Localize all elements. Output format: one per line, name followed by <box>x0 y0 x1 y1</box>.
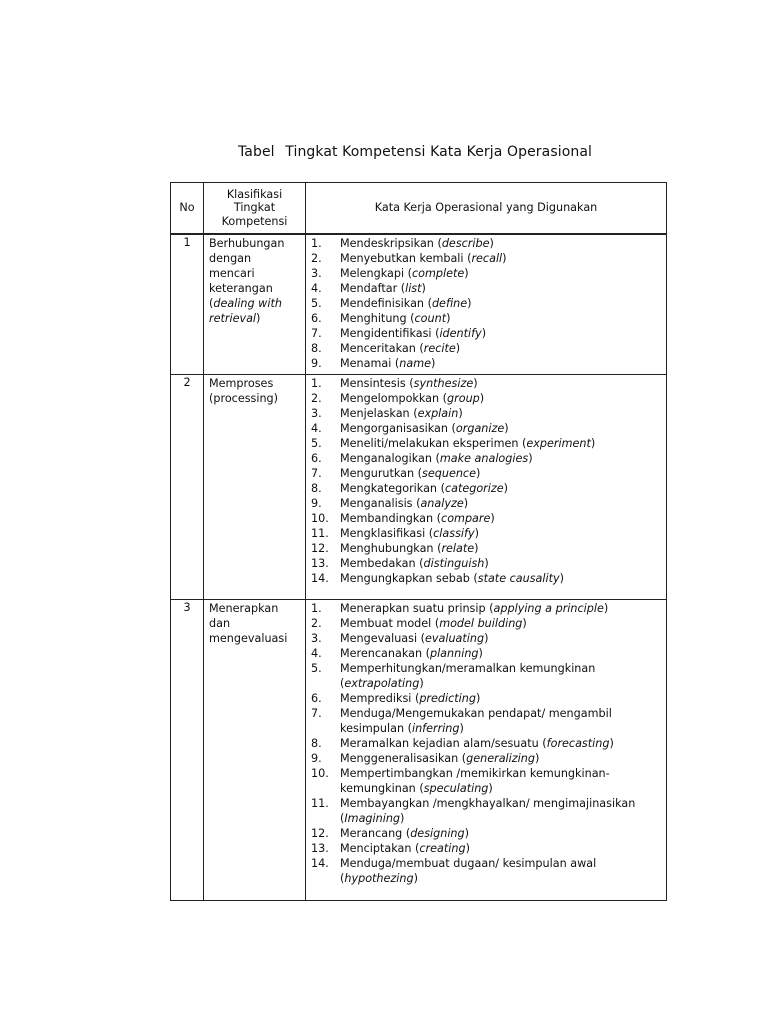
verb-item-text: Menghitung <box>340 312 407 325</box>
header-klasifikasi <box>204 183 306 235</box>
verb-item-text: Mendeskripsikan <box>340 237 434 250</box>
verb-item-text: Melengkapi <box>340 267 405 280</box>
verb-item: 12. Menghubungkan (relate) <box>311 542 479 555</box>
verb-item-text: Membuat model <box>340 617 432 630</box>
verb-item: 11. Mengklasifikasi (classify) <box>311 527 479 540</box>
header-klasifikasi-line: Klasifikasi <box>226 187 283 201</box>
verb-item-english: organize <box>455 422 505 435</box>
verb-item-text: Menyebutkan kembali <box>340 252 464 265</box>
verb-item-english: extrapolating <box>344 677 420 690</box>
verb-item: 9. Menggeneralisasikan (generalizing) <box>311 752 540 765</box>
verb-item-text: Mengidentifikasi <box>340 327 432 340</box>
classification-line: keterangan <box>209 282 273 295</box>
verb-item: 5. Memperhitungkan/meramalkan kemungkinan (extrapolating) <box>311 662 596 690</box>
header-klasifikasi-line: Kompetensi <box>221 214 288 228</box>
verb-item-number: 6. <box>311 692 322 705</box>
verb-item-english: hypothezing <box>344 872 414 885</box>
verb-item-text: Mengkategorikan <box>340 482 438 495</box>
verb-item-text: Memperhitungkan/meramalkan kemungkinan <box>340 662 596 675</box>
verb-item-number: 3. <box>311 407 322 420</box>
verb-item-text: Mengorganisasikan <box>340 422 448 435</box>
verb-item: 10. Membandingkan (compare) <box>311 512 495 525</box>
verb-item-text: Menduga/membuat dugaan/ kesimpulan awal <box>340 857 597 870</box>
verb-item-english: categorize <box>444 482 504 495</box>
row-classification <box>204 600 306 901</box>
verb-item-number: 10. <box>311 512 329 525</box>
verb-item-english: designing <box>410 827 465 840</box>
verb-item-english: classify <box>433 527 475 540</box>
classification-line: Berhubungan <box>209 237 285 250</box>
verb-item-number: 2. <box>311 252 322 265</box>
verb-item-text: Menceritakan <box>340 342 416 355</box>
verb-item-number: 1. <box>311 237 322 250</box>
table-row <box>171 375 667 600</box>
verb-item-number: 8. <box>311 482 322 495</box>
verb-item-number: 14. <box>311 857 329 870</box>
table-row <box>171 600 667 901</box>
verb-item-number: 11. <box>311 797 329 810</box>
verb-item-text: Memprediksi <box>340 692 412 705</box>
verb-item: 8. Mengkategorikan (categorize) <box>311 482 509 495</box>
verb-item-number: 9. <box>311 357 322 370</box>
verb-item-english: complete <box>412 267 465 280</box>
verb-item: 9. Menamai (name) <box>311 357 436 370</box>
classification-english: (dealing with retrieval) <box>209 297 282 325</box>
verb-item-english: synthesize <box>413 377 474 390</box>
verb-item-english: planning <box>429 647 479 660</box>
verb-item: 14. Menduga/membuat dugaan/ kesimpulan awal (hypothezing) <box>311 857 597 885</box>
verb-list <box>311 236 660 371</box>
verb-item: 4. Merencanakan (planning) <box>311 647 483 660</box>
verb-item-english: recall <box>471 252 503 265</box>
verb-item-number: 8. <box>311 737 322 750</box>
classification-line: (processing) <box>209 392 279 405</box>
verb-item-english: experiment <box>526 437 591 450</box>
verb-item-english: group <box>447 392 480 405</box>
verb-item: 1. Mendeskripsikan (describe) <box>311 237 494 250</box>
verb-item-english: state causality <box>477 572 560 585</box>
verb-item: 3. Menjelaskan (explain) <box>311 407 463 420</box>
verb-item-english: make analogies <box>439 452 529 465</box>
verb-item-english: explain <box>417 407 459 420</box>
verb-item-english: inferring <box>411 722 460 735</box>
verb-item-number: 1. <box>311 377 322 390</box>
verb-item-number: 5. <box>311 662 322 675</box>
header-kata-kerja: Kata Kerja Operasional yang Digunakan <box>306 183 667 235</box>
verb-item-text: Menamai <box>340 357 392 370</box>
verb-item-english: identify <box>439 327 482 340</box>
verb-item: 7. Mengidentifikasi (identify) <box>311 327 487 340</box>
verb-item: 6. Memprediksi (predicting) <box>311 692 481 705</box>
verb-item-text: Mendefinisikan <box>340 297 425 310</box>
row-operational-verbs <box>306 234 667 375</box>
verb-item: 13. Membedakan (distinguish) <box>311 557 489 570</box>
verb-item-number: 11. <box>311 527 329 540</box>
verb-item-number: 10. <box>311 767 329 780</box>
verb-item-number: 9. <box>311 497 322 510</box>
verb-item-text: Menggeneralisasikan <box>340 752 459 765</box>
verb-item-english: generalizing <box>466 752 535 765</box>
verb-item: 9. Menganalisis (analyze) <box>311 497 469 510</box>
verb-item: 4. Mendaftar (list) <box>311 282 426 295</box>
verb-item-number: 7. <box>311 327 322 340</box>
verb-item-english: predicting <box>419 692 476 705</box>
verb-item-text: Mengelompokkan <box>340 392 440 405</box>
verb-item-english: model building <box>439 617 523 630</box>
row-classification <box>204 375 306 600</box>
verb-item-number: 12. <box>311 542 329 555</box>
verb-item-text: Menjelaskan <box>340 407 410 420</box>
verb-item: 8. Meramalkan kejadian alam/sesuatu (forecasting) <box>311 737 614 750</box>
verb-item-english: distinguish <box>423 557 485 570</box>
classification-line: Memproses <box>209 377 274 390</box>
verb-item: 14. Mengungkapkan sebab (state causality) <box>311 572 565 585</box>
verb-item-english: evaluating <box>425 632 485 645</box>
verb-item-number: 3. <box>311 267 322 280</box>
verb-item-text: Mengklasifikasi <box>340 527 426 540</box>
verb-item-text: Mensintesis <box>340 377 406 390</box>
verb-item-english: describe <box>441 237 490 250</box>
verb-item: 12. Merancang (designing) <box>311 827 469 840</box>
verb-list <box>311 601 660 886</box>
verb-item-number: 7. <box>311 467 322 480</box>
verb-item-number: 13. <box>311 842 329 855</box>
verb-item: 6. Menganalogikan (make analogies) <box>311 452 533 465</box>
verb-item-english: compare <box>441 512 491 525</box>
verb-item-text: Mengungkapkan sebab <box>340 572 470 585</box>
header-no: No <box>171 183 204 235</box>
verb-item-english: forecasting <box>546 737 610 750</box>
verb-item-english: Imagining <box>344 812 401 825</box>
verb-item-text: Meramalkan kejadian alam/sesuatu <box>340 737 539 750</box>
verb-item-text: Menciptakan <box>340 842 412 855</box>
verb-item-text: Menduga/Mengemukakan pendapat/ mengambil kesimpulan <box>340 707 612 735</box>
verb-item: 13. Menciptakan (creating) <box>311 842 470 855</box>
row-number: 2 <box>171 375 204 600</box>
verb-item-english: recite <box>423 342 456 355</box>
verb-item-text: Mempertimbangkan /memikirkan kemungkinan-kemungkinan <box>340 767 610 795</box>
row-number: 1 <box>171 234 204 375</box>
verb-item: 1. Mensintesis (synthesize) <box>311 377 478 390</box>
verb-item-number: 6. <box>311 312 322 325</box>
verb-list <box>311 376 660 586</box>
verb-item: 7. Mengurutkan (sequence) <box>311 467 481 480</box>
verb-item-text: Membandingkan <box>340 512 434 525</box>
verb-item-english: sequence <box>422 467 476 480</box>
verb-item-text: Merancang <box>340 827 403 840</box>
verb-item-number: 2. <box>311 392 322 405</box>
verb-item-number: 1. <box>311 602 322 615</box>
classification-line: dengan <box>209 252 252 265</box>
verb-item-english: speculating <box>423 782 489 795</box>
row-operational-verbs <box>306 375 667 600</box>
verb-item-english: creating <box>419 842 466 855</box>
verb-item-number: 14. <box>311 572 329 585</box>
row-classification <box>204 234 306 375</box>
table-row <box>171 234 667 375</box>
classification-line: Menerapkan <box>209 602 279 615</box>
verb-item-text: Menerapkan suatu prinsip <box>340 602 486 615</box>
verb-item: 5. Meneliti/melakukan eksperimen (experiment) <box>311 437 596 450</box>
verb-item: 7. Menduga/Mengemukakan pendapat/ mengambil kesimpulan (inferring) <box>311 707 612 735</box>
verb-item-text: Menghubungkan <box>340 542 434 555</box>
verb-item-number: 7. <box>311 707 322 720</box>
verb-item-number: 12. <box>311 827 329 840</box>
verb-item-number: 3. <box>311 632 322 645</box>
verb-item: 8. Menceritakan (recite) <box>311 342 461 355</box>
verb-item-text: Menganalogikan <box>340 452 432 465</box>
verb-item-text: Mengevaluasi <box>340 632 418 645</box>
verb-item-number: 8. <box>311 342 322 355</box>
verb-item-number: 4. <box>311 282 322 295</box>
verb-item: 4. Mengorganisasikan (organize) <box>311 422 509 435</box>
verb-item: 2. Mengelompokkan (group) <box>311 392 485 405</box>
verb-item-english: applying a principle <box>493 602 604 615</box>
competency-table <box>170 182 667 901</box>
table-title-text: Tingkat Kompetensi Kata Kerja Operasional <box>285 144 593 160</box>
verb-item-english: list <box>405 282 422 295</box>
verb-item-text: Meneliti/melakukan eksperimen <box>340 437 519 450</box>
header-klasifikasi-line: Tingkat <box>233 201 276 215</box>
verb-item: 1. Menerapkan suatu prinsip (applying a principle) <box>311 602 609 615</box>
verb-item-text: Membayangkan /mengkhayalkan/ mengimajinasikan <box>340 797 636 810</box>
verb-item-number: 4. <box>311 422 322 435</box>
verb-item-english: define <box>431 297 468 310</box>
verb-item-number: 5. <box>311 297 322 310</box>
classification-line: dan <box>209 617 231 630</box>
verb-item-text: Merencanakan <box>340 647 423 660</box>
verb-item-number: 4. <box>311 647 322 660</box>
table-header-row <box>171 183 667 235</box>
table-body <box>171 234 667 901</box>
verb-item-number: 5. <box>311 437 322 450</box>
verb-item: 5. Mendefinisikan (define) <box>311 297 472 310</box>
verb-item-text: Mendaftar <box>340 282 398 295</box>
classification-english-text: dealing with retrieval <box>209 297 282 325</box>
verb-item: 2. Membuat model (model building) <box>311 617 527 630</box>
table-title-prefix: Tabel <box>237 144 275 160</box>
verb-item-english: count <box>414 312 447 325</box>
verb-item: 3. Mengevaluasi (evaluating) <box>311 632 489 645</box>
row-operational-verbs <box>306 600 667 901</box>
verb-item-text: Membedakan <box>340 557 416 570</box>
verb-item: 10. Mempertimbangkan /memikirkan kemungkinan-kemungkinan (speculating) <box>311 767 610 795</box>
verb-item-english: name <box>399 357 431 370</box>
verb-item-number: 13. <box>311 557 329 570</box>
verb-item: 2. Menyebutkan kembali (recall) <box>311 252 507 265</box>
classification-line: mencari <box>209 267 255 280</box>
verb-item-number: 2. <box>311 617 322 630</box>
verb-item: 11. Membayangkan /mengkhayalkan/ mengimajinasikan (Imagining) <box>311 797 636 825</box>
verb-item-text: Mengurutkan <box>340 467 415 480</box>
row-number: 3 <box>171 600 204 901</box>
verb-item-number: 6. <box>311 452 322 465</box>
table-title <box>0 144 768 160</box>
verb-item: 3. Melengkapi (complete) <box>311 267 469 280</box>
classification-line: mengevaluasi <box>209 632 288 645</box>
verb-item-english: analyze <box>420 497 464 510</box>
verb-item: 6. Menghitung (count) <box>311 312 451 325</box>
verb-item-english: relate <box>441 542 475 555</box>
verb-item-text: Menganalisis <box>340 497 413 510</box>
verb-item-number: 9. <box>311 752 322 765</box>
